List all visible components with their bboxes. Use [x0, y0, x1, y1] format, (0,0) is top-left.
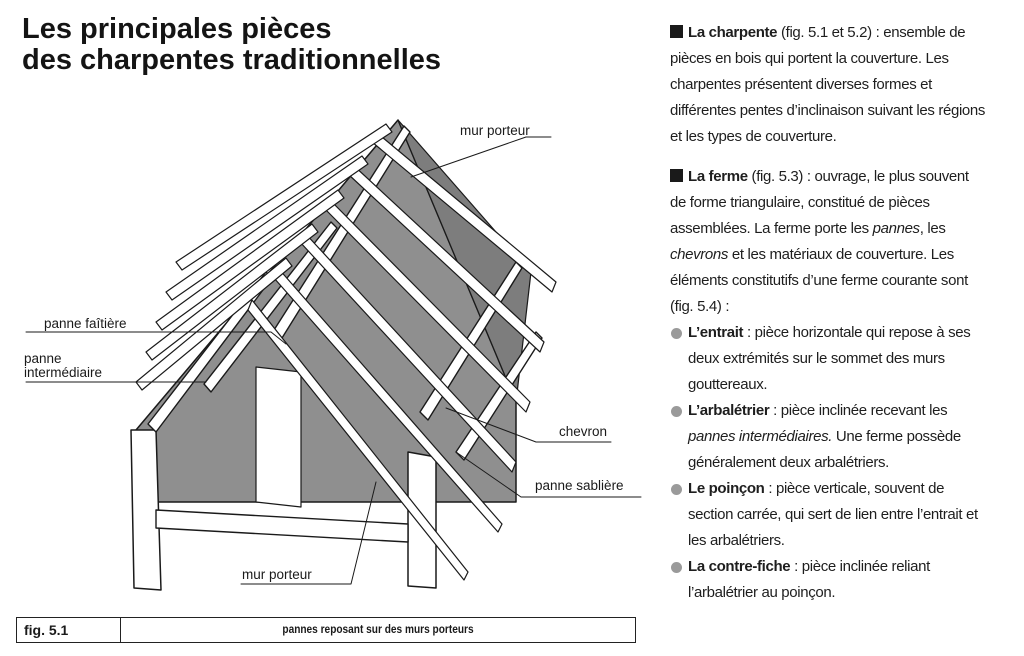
figure-number: fig. 5.1: [17, 618, 121, 642]
term-contre-fiche: La contre-fiche: [688, 558, 791, 575]
label-panne-intermediaire-2: intermédiaire: [24, 365, 103, 380]
em-pannes-intermediaires: pannes intermédiaires.: [688, 428, 833, 445]
list-item-poincon: [670, 476, 988, 554]
em-pannes: pannes: [872, 220, 920, 237]
circle-bullet-icon: [671, 406, 682, 417]
gable-wall: [136, 120, 516, 502]
label-panne-intermediaire-1: panne: [24, 351, 62, 366]
square-bullet-icon: [670, 169, 683, 182]
text-poincon: : pièce verticale, souvent de section carrée, qui sert de lien entre l’entrait et les arbalétriers.: [688, 480, 978, 549]
square-bullet-icon: [670, 25, 683, 38]
text-ferme-2: , les: [919, 220, 946, 237]
label-mur-porteur-top: mur porteur: [460, 123, 530, 138]
term-arbaletrier: L’arbalétrier: [688, 402, 770, 419]
figure-caption-text: pannes reposant sur des murs porteurs: [282, 624, 474, 636]
roof-framing-figure: [16, 112, 646, 600]
label-mur-porteur-bottom: mur porteur: [242, 567, 312, 582]
text-arbaletrier-1: : pièce inclinée recevant les: [769, 402, 948, 419]
definitions-column: [670, 20, 988, 606]
list-item-arbaletrier: [670, 398, 988, 476]
paragraph-charpente: [670, 20, 988, 150]
circle-bullet-icon: [671, 562, 682, 573]
figure-caption: [16, 617, 636, 643]
title-line-2: des charpentes traditionnelles: [22, 44, 442, 76]
text-entrait: : pièce horizontale qui repose à ses deux extrémités sur le sommet des murs gouttereaux.: [688, 324, 971, 393]
paragraph-ferme: [670, 164, 988, 320]
floor-beam: [156, 510, 408, 542]
list-item-entrait: [670, 320, 988, 398]
term-ferme: La ferme: [688, 168, 748, 185]
text-contre-fiche: : pièce inclinée reliant l’arbalétrier au poinçon.: [688, 558, 930, 601]
page-title: [22, 14, 441, 76]
text-charpente: (fig. 5.1 et 5.2) : ensemble de pièces en bois qui portent la couverture. Les charpentes présentent diverses formes et différentes pentes d’inclinaison suivant les régions et les types de couverture.: [670, 24, 986, 145]
text-ferme-1: (fig. 5.3) : ouvrage, le plus souvent de forme triangulaire, constitué de pièces assemblées. La ferme porte les: [670, 168, 969, 237]
term-entrait: L’entrait: [688, 324, 744, 341]
title-line-1: Les principales pièces: [22, 13, 332, 45]
term-charpente: La charpente: [688, 24, 778, 41]
text-ferme-3: et les matériaux de couverture. Les éléments constitutifs d’une ferme courante sont (fig. 5.4) :: [670, 246, 968, 315]
term-poincon: Le poinçon: [688, 480, 765, 497]
label-chevron: chevron: [559, 424, 608, 439]
circle-bullet-icon: [671, 484, 682, 495]
text-arbaletrier-2: Une ferme possède généralement deux arbalétriers.: [688, 428, 961, 471]
em-chevrons: chevrons: [670, 246, 729, 263]
circle-bullet-icon: [671, 328, 682, 339]
label-panne-sabliere: panne sablière: [535, 478, 624, 493]
roof-framing-illustration: [16, 112, 646, 600]
list-item-contre-fiche: [670, 554, 988, 606]
door-opening: [256, 367, 301, 507]
ferme-elements-list: [670, 320, 988, 606]
label-panne-faitiere: panne faîtière: [44, 316, 127, 331]
